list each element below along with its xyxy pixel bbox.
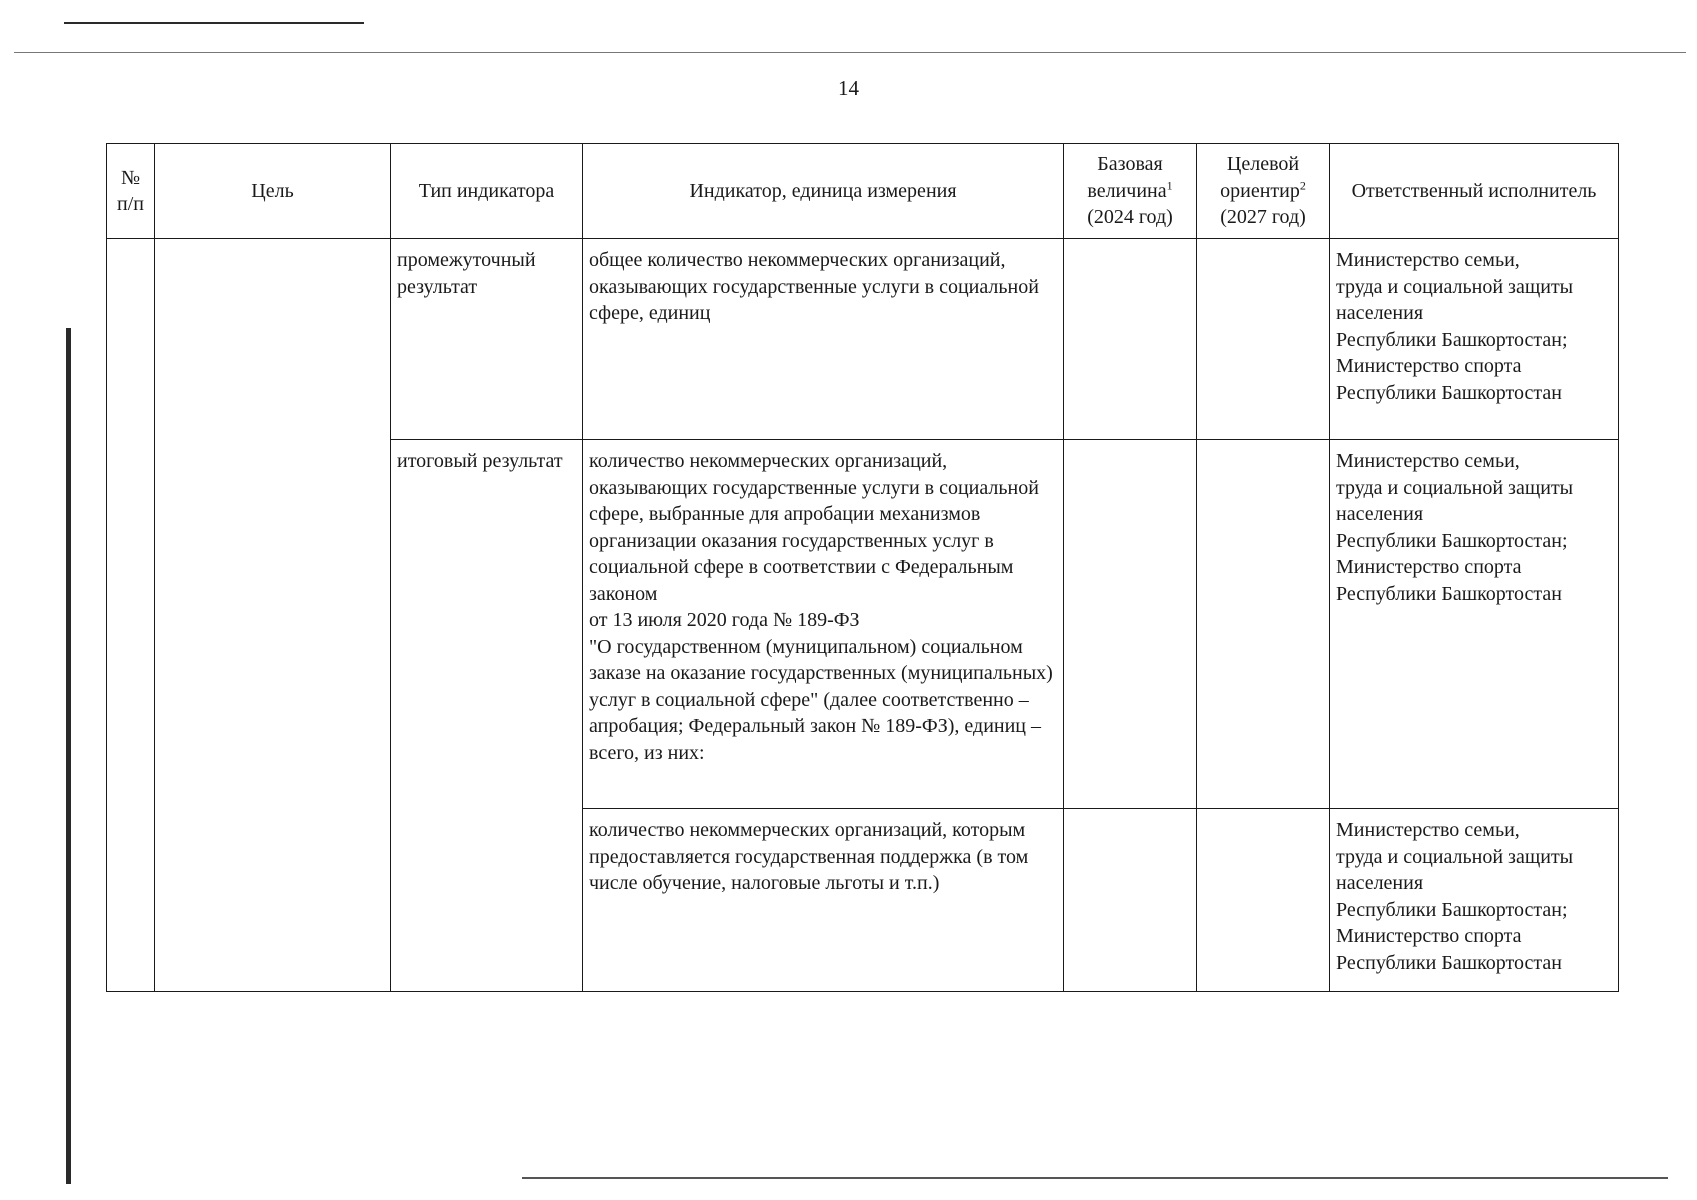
cell-indicator: количество некоммерческих организаций, которым предоставляется государственная поддержка (в том числе обучение, налоговые льготы и т.п.)	[583, 809, 1064, 992]
header-base-value	[1064, 144, 1197, 239]
header-base-label: Базовая величина	[1087, 153, 1167, 202]
header-base-footnote-mark: 1	[1166, 178, 1173, 193]
cell-indicator: общее количество некоммерческих организаций, оказывающих государственные услуги в социальной сфере, единиц	[583, 239, 1064, 440]
cell-number	[107, 239, 155, 992]
cell-base-value	[1064, 440, 1197, 809]
cell-indicator: количество некоммерческих организаций, оказывающих государственные услуги в социальной сфере, выбранные для апробации механизмов организации оказания государственных услуг в социальной сфере в соответствии с Федеральным законом от 13 июля 2020 года № 189-ФЗ "О государственном (муниципальном) социальном заказе на оказание государственных (муниципальных) услуг в социальной сфере" (далее соответственно – апробация; Федеральный закон № 189-ФЗ), единиц – всего, из них:	[583, 440, 1064, 809]
scan-line-top-long	[14, 52, 1686, 53]
cell-indicator-type: итоговый результат	[391, 440, 583, 992]
header-target-footnote-mark: 2	[1299, 178, 1306, 193]
cell-base-value	[1064, 809, 1197, 992]
header-target-year: (2027 год)	[1220, 206, 1306, 229]
cell-target-value	[1197, 809, 1330, 992]
table-row	[107, 239, 1619, 440]
header-number: № п/п	[107, 144, 155, 239]
cell-responsible: Министерство семьи, труда и социальной защиты населения Республики Башкортостан; Министерство спорта Республики Башкортостан	[1330, 239, 1619, 440]
header-indicator: Индикатор, единица измерения	[583, 144, 1064, 239]
scan-line-left-margin	[66, 328, 71, 1184]
table-header-row	[107, 144, 1619, 239]
indicators-table	[106, 143, 1619, 992]
header-base-year: (2024 год)	[1087, 206, 1173, 229]
cell-goal	[155, 239, 391, 992]
cell-base-value	[1064, 239, 1197, 440]
header-responsible: Ответственный исполнитель	[1330, 144, 1619, 239]
cell-responsible: Министерство семьи, труда и социальной защиты населения Республики Башкортостан; Министерство спорта Республики Башкортостан	[1330, 440, 1619, 809]
cell-indicator-type: промежуточный результат	[391, 239, 583, 440]
header-indicator-type: Тип индикатора	[391, 144, 583, 239]
header-target-label: Целевой ориентир	[1220, 153, 1300, 202]
header-target-value	[1197, 144, 1330, 239]
scan-line-bottom	[522, 1177, 1668, 1179]
cell-target-value	[1197, 440, 1330, 809]
cell-responsible: Министерство семьи, труда и социальной защиты населения Республики Башкортостан; Министерство спорта Республики Башкортостан	[1330, 809, 1619, 992]
header-goal: Цель	[155, 144, 391, 239]
page-number: 14	[838, 76, 859, 100]
cell-target-value	[1197, 239, 1330, 440]
scan-line-top-short	[64, 22, 364, 24]
